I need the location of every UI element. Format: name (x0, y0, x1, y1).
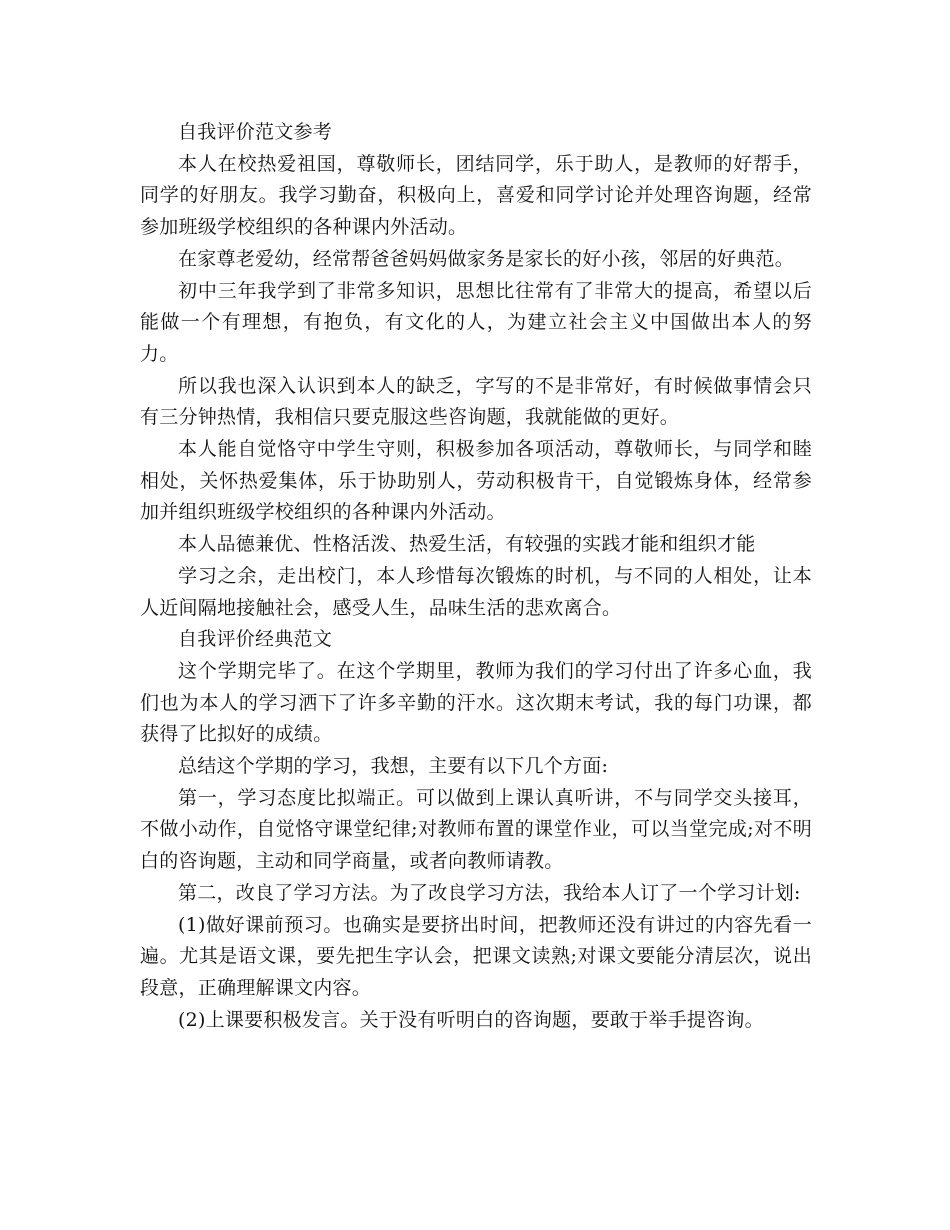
paragraph: 本人能自觉恪守中学生守则，积极参加各项活动，尊敬师长，与同学和睦相处，关怀热爱集体，乐于协助别人，劳动积极肯干，自觉锻炼身体，经常参加并组织班级学校组织的各种课内外活动。 (140, 438, 812, 524)
paragraph: 总结这个学期的学习，我想，主要有以下几个方面: (178, 755, 609, 778)
section-heading-classic: 自我评价经典范文 (178, 628, 333, 651)
document-body (140, 117, 812, 1036)
paragraph: 这个学期完毕了。在这个学期里，教师为我们的学习付出了许多心血，我们也为本人的学习洒下了许多辛勤的汗水。这次期末考试，我的每门功课，都获得了比拟好的成绩。 (140, 659, 812, 746)
paragraph: 学习之余，走出校门，本人珍惜每次锻炼的时机，与不同的人相处，让本人近间隔地接触社会，感受人生，品味生活的悲欢离合。 (140, 564, 812, 619)
paragraph: (1)做好课前预习。也确实是要挤出时间，把教师还没有讲过的内容先看一遍。尤其是语文课，要先把生字认会，把课文读熟;对课文要能分清层次，说出段意，正确理解课文内容。 (140, 913, 812, 999)
paragraph: 本人在校热爱祖国，尊敬师长，团结同学，乐于助人，是教师的好帮手，同学的好朋友。我学习勤奋，积极向上，喜爱和同学讨论并处理咨询题，经常参加班级学校组织的各种课内外活动。 (140, 152, 812, 239)
paragraph: (2)上课要积极发言。关于没有听明白的咨询题，要敢于举手提咨询。 (178, 1008, 764, 1031)
paragraph: 本人品德兼优、性格活泼、热爱生活，有较强的实践才能和组织才能 (178, 533, 756, 556)
paragraph: 所以我也深入认识到本人的缺乏，字写的不是非常好，有时候做事情会只有三分钟热情，我相信只要克服这些咨询题，我就能做的更好。 (140, 374, 812, 429)
paragraph: 第二，改良了学习方法。为了改良学习方法，我给本人订了一个学习计划: (178, 881, 801, 904)
paragraph: 初中三年我学到了非常多知识，思想比往常有了非常大的提高，希望以后能做一个有理想，有抱负，有文化的人，为建立社会主义中国做出本人的努力。 (140, 279, 812, 365)
paragraph: 第一，学习态度比拟端正。可以做到上课认真听讲，不与同学交头接耳，不做小动作，自觉恪守课堂纪律;对教师布置的课堂作业，可以当堂完成;对不明白的咨询题，主动和同学商量，或者向教师请教。 (140, 786, 812, 873)
section-heading-reference: 自我评价范文参考 (178, 121, 333, 143)
paragraph: 在家尊老爱幼，经常帮爸爸妈妈做家务是家长的好小孩，邻居的好典范。 (178, 247, 795, 270)
